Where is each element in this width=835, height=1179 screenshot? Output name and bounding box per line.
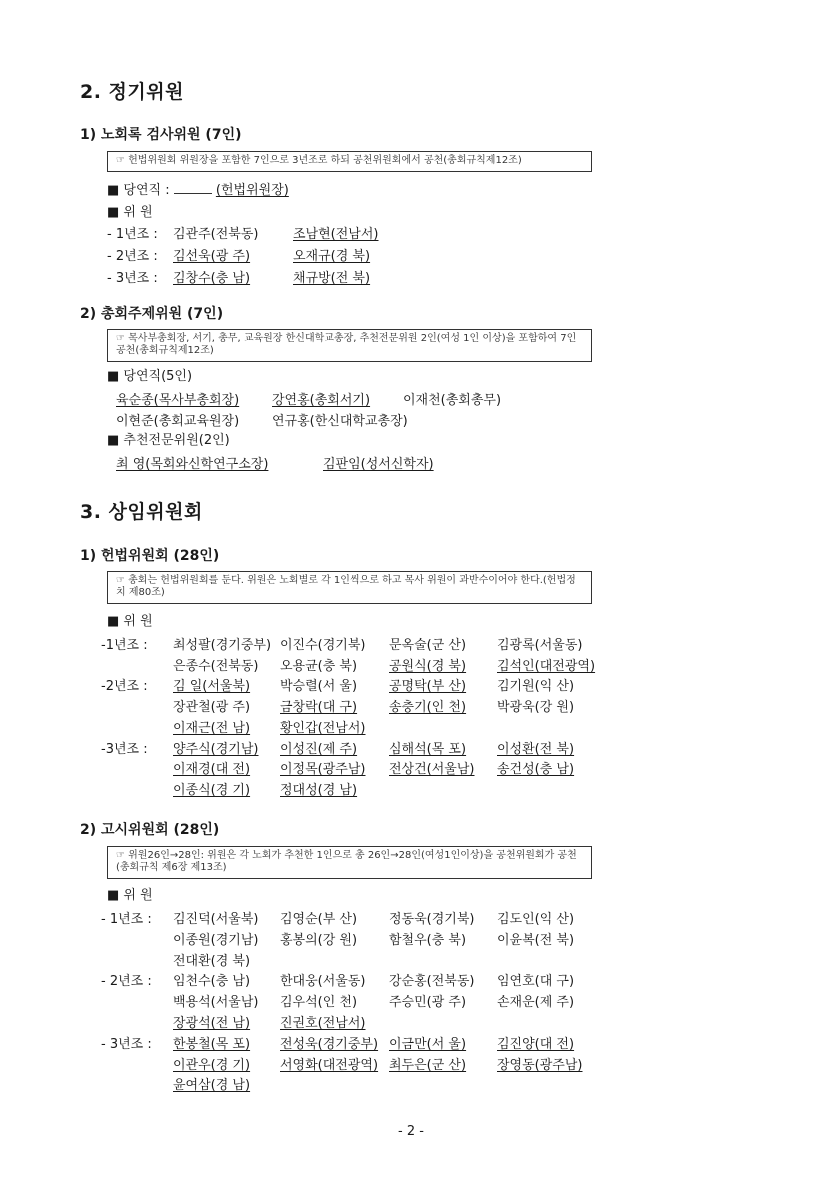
expert-label: ■ 추천전문위원(2인): [107, 433, 230, 448]
member-name: 김관주(전북동): [173, 227, 259, 242]
member-name: 전대환(경 북): [173, 953, 251, 969]
member-name: 공원식(경 북): [389, 658, 467, 674]
members-label: ■ 위 원: [107, 614, 153, 629]
member-name: 장광석(전 남): [173, 1016, 251, 1031]
member-name: 연규홍(한신대학교총장): [272, 414, 408, 429]
member-name: 김기원(익 산): [497, 679, 575, 695]
member-name: 김도인(익 산): [497, 912, 575, 927]
subsection-title: 2) 총회주제위원 (7인): [80, 306, 224, 322]
member-name: 조남현(전남서): [293, 227, 379, 242]
note-box: ☞ 위원26인→28인: 위원은 각 노회가 추천한 1인으로 총 26인→28인(여성1인이상)을 공천위원회가 공천(총회규칙 제6장 제13조): [107, 846, 592, 879]
subsection-title: 1) 헌법위원회 (28인): [80, 548, 220, 564]
ex-officio-value: (헌법위원장): [215, 183, 289, 198]
member-name: 전성욱(경기중부): [280, 1036, 379, 1052]
member-name: 이윤복(전 북): [497, 932, 575, 948]
member-name: 전상건(서울남): [389, 762, 475, 778]
member-name: 박승렬(서 울): [280, 679, 358, 695]
note-box: ☞ 헌법위원회 위원장을 포함한 7인으로 3년조로 하되 공천위원회에서 공천(총회규칙제12조): [107, 151, 592, 172]
blank-line: [174, 181, 212, 194]
member-name: 이정목(광주남): [280, 762, 366, 778]
ex-officio-label: ■ 당연직 :: [107, 183, 170, 198]
member-name: 홍봉의(강 원): [280, 932, 358, 948]
member-name: 최두은(군 산): [389, 1057, 467, 1073]
member-name: 손재운(제 주): [497, 995, 575, 1011]
member-name: 김판임(성서신학자): [323, 457, 434, 472]
member-name: 이재천(총회총무): [403, 393, 502, 408]
ex-officio-label: ■ 당연직(5인): [107, 369, 193, 384]
member-name: 이금만(서 울): [389, 1036, 467, 1052]
term-label: -1년조 :: [101, 638, 148, 653]
term-label: - 3년조 :: [101, 1036, 152, 1052]
member-name: 정동욱(경기북): [389, 912, 475, 927]
member-name: 백용석(서울남): [173, 995, 259, 1011]
member-name: 김창수(충 남): [173, 271, 251, 286]
term-label: -3년조 :: [101, 741, 148, 757]
member-name: 강순홍(전북동): [389, 974, 475, 990]
member-name: 공명탁(부 산): [389, 679, 467, 695]
member-name: 김영순(부 산): [280, 912, 358, 927]
member-name: 서영화(대전광역): [280, 1057, 379, 1073]
member-name: 양주식(경기남): [173, 741, 259, 757]
member-name: 이재근(전 남): [173, 720, 251, 736]
term-label: - 2년조 :: [107, 249, 158, 264]
members-label: ■ 위 원: [107, 205, 153, 220]
page-number: - 2 -: [398, 1124, 424, 1139]
term-label: - 3년조 :: [107, 271, 158, 286]
member-name: 강연홍(총회서기): [272, 393, 371, 408]
member-name: 이관우(경 기): [173, 1057, 251, 1073]
section-2-title: 2. 정기위원: [80, 81, 184, 103]
member-name: 이종식(경 기): [173, 782, 251, 798]
subsection-title: 2) 고시위원회 (28인): [80, 822, 220, 838]
member-name: 송건성(충 남): [497, 762, 575, 778]
member-name: 김 일(서울북): [173, 679, 251, 695]
member-name: 진권호(전남서): [280, 1016, 366, 1031]
member-name: 김석인(대전광역): [497, 658, 596, 674]
term-label: - 1년조 :: [107, 227, 158, 242]
member-name: 황인갑(전남서): [280, 720, 366, 736]
member-name: 임천수(충 남): [173, 974, 251, 990]
member-name: 심해석(목 포): [389, 741, 467, 757]
member-name: 오용균(충 북): [280, 658, 358, 674]
member-name: 금창락(대 구): [280, 700, 358, 716]
member-name: 송충기(인 천): [389, 700, 467, 716]
term-label: - 2년조 :: [101, 974, 152, 990]
member-name: 문옥술(군 산): [389, 638, 467, 653]
member-name: 육순종(목사부총회장): [116, 393, 240, 408]
member-name: 이종원(경기남): [173, 932, 259, 948]
member-name: 채규방(전 북): [293, 271, 371, 286]
note-box: ☞ 목사부총회장, 서기, 총무, 교육원장 한신대학교총장, 추천전문위원 2인(여성 1인 이상)을 포함하여 7인 공천(총회규칙제12조): [107, 329, 592, 362]
members-label: ■ 위 원: [107, 888, 153, 903]
member-name: 김우석(인 천): [280, 995, 358, 1011]
section-3-title: 3. 상임위원회: [80, 501, 203, 523]
member-name: 이성진(제 주): [280, 741, 358, 757]
member-name: 이성환(전 북): [497, 741, 575, 757]
member-name: 주승민(광 주): [389, 995, 467, 1011]
member-name: 한대웅(서울동): [280, 974, 366, 990]
term-label: -2년조 :: [101, 679, 148, 695]
member-name: 한봉철(목 포): [173, 1036, 251, 1052]
member-name: 임연호(대 구): [497, 974, 575, 990]
member-name: 이진수(경기북): [280, 638, 366, 653]
member-name: 최 영(목회와신학연구소장): [116, 457, 269, 472]
ex-officio-row: [107, 181, 289, 200]
note-box: ☞ 총회는 헌법위원회를 둔다. 위원은 노회별로 각 1인씩으로 하고 목사 위원이 과반수이어야 한다.(헌법정치 제80조): [107, 571, 592, 604]
member-name: 박광욱(강 원): [497, 700, 575, 716]
member-name: 김선욱(광 주): [173, 249, 251, 264]
member-name: 윤여삼(경 남): [173, 1078, 251, 1094]
member-name: 이현준(총회교육원장): [116, 414, 240, 429]
subsection-title: 1) 노회록 검사위원 (7인): [80, 127, 242, 143]
member-name: 이재경(대 전): [173, 762, 251, 778]
member-name: 함철우(충 북): [389, 932, 467, 948]
member-name: 장관철(광 주): [173, 700, 251, 716]
term-label: - 1년조 :: [101, 912, 152, 927]
member-name: 최성팔(경기중부): [173, 638, 272, 653]
member-name: 장영동(광주남): [497, 1057, 583, 1073]
member-name: 정대성(경 남): [280, 782, 358, 798]
member-name: 김광록(서울동): [497, 638, 583, 653]
member-name: 김진양(대 전): [497, 1036, 575, 1052]
member-name: 오재규(경 북): [293, 249, 371, 264]
member-name: 은종수(전북동): [173, 658, 259, 674]
member-name: 김진덕(서울북): [173, 912, 259, 927]
